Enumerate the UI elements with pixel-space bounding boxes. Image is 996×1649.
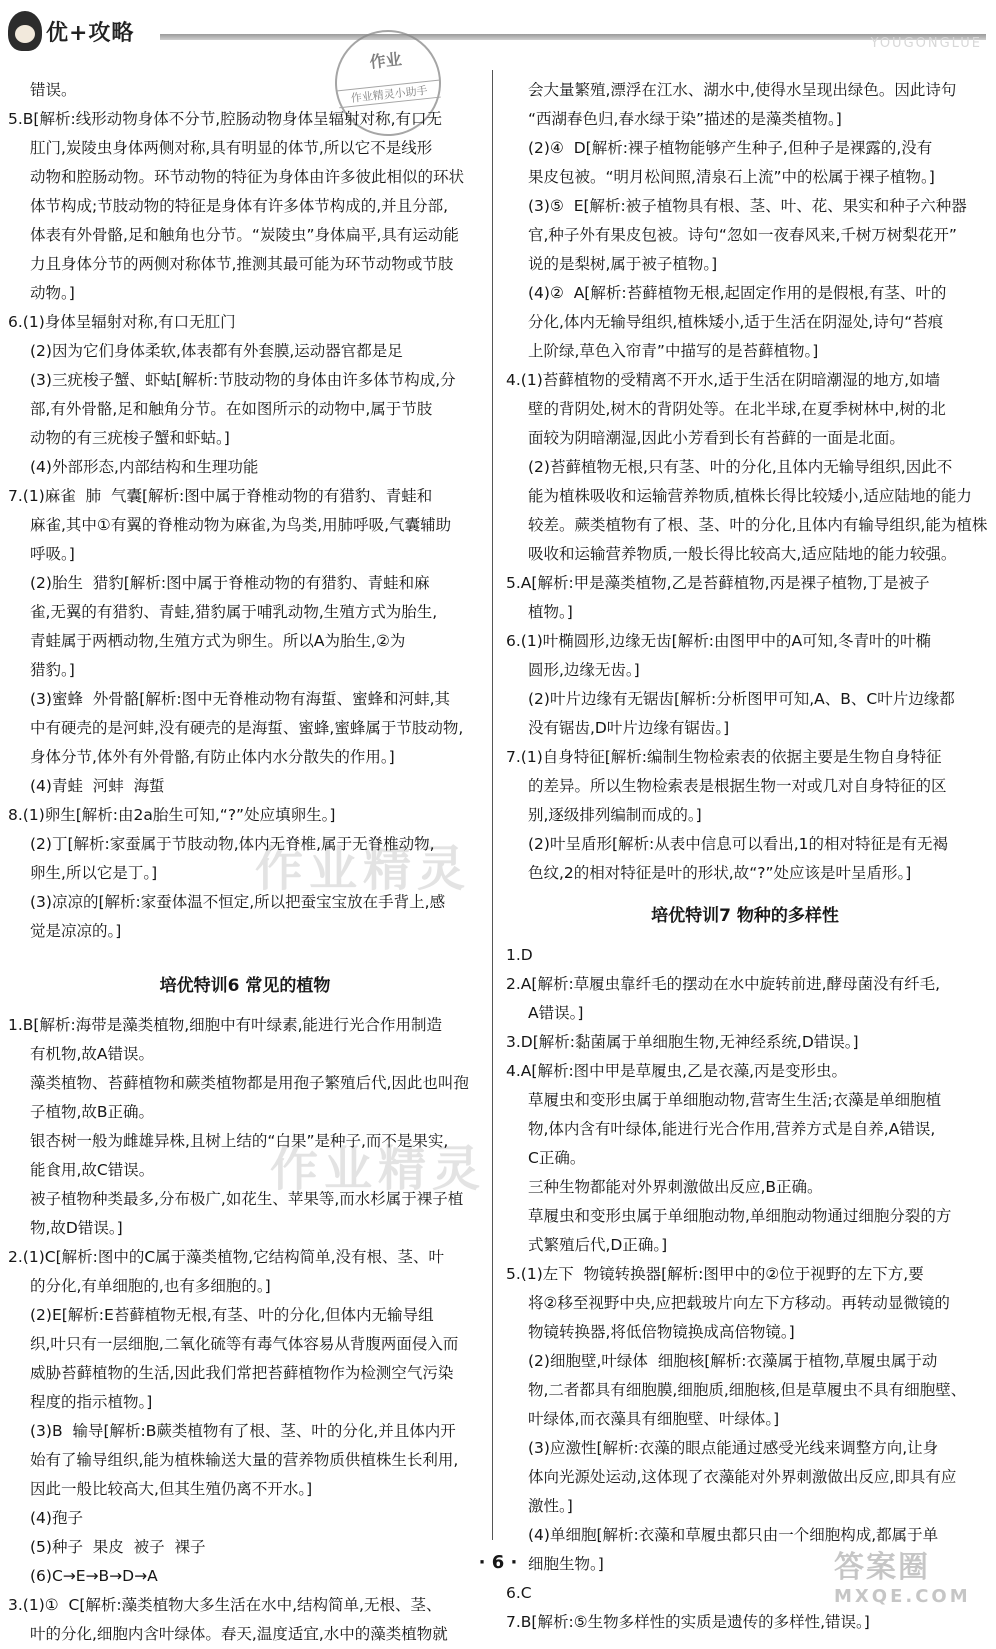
answer-line: (3)蜜蜂 外骨骼[解析:图中无脊椎动物有海蜇、蜜蜂和河蚌,其	[30, 690, 451, 708]
answer-line: 2.(1)C[解析:图中的C属于藻类植物,它结构简单,没有根、茎、叶	[8, 1248, 445, 1266]
answer-line: 三种生物都能对外界刺激做出反应,B正确。	[528, 1178, 823, 1196]
answer-line: (3)B 输导[解析:B蕨类植物有了根、茎、叶的分化,并且体内开	[30, 1422, 456, 1440]
header-rule	[160, 34, 986, 40]
answer-line: 1.B[解析:海带是藻类植物,细胞中有叶绿素,能进行光合作用制造	[8, 1016, 443, 1034]
answer-line: 体向光源处运动,这体现了衣藻能对外界刺激做出反应,即具有应	[528, 1468, 957, 1486]
answer-line: 物,故D错误。]	[30, 1219, 123, 1237]
answer-line: 银杏树一般为雌雄异株,且树上结的“白果”是种子,而不是果实,	[30, 1132, 449, 1150]
answer-line: 8.(1)卵生[解析:由2a胎生可知,“?”处应填卵生。]	[8, 806, 336, 824]
answer-line: 果皮包被。“明月松间照,清泉石上流”中的松属于裸子植物。]	[528, 168, 935, 186]
answer-line: 2.A[解析:草履虫靠纤毛的摆动在水中旋转前进,酵母菌没有纤毛,	[506, 975, 941, 993]
answer-line: (2)④ D[解析:裸子植物能够产生种子,但种子是裸露的,没有	[528, 139, 933, 157]
answer-line: 会大量繁殖,漂浮在江水、湖水中,使得水呈现出绿色。因此诗句	[528, 81, 957, 99]
answer-line: (2)叶片边缘有无锯齿[解析:分析图甲可知,A、B、C叶片边缘都	[528, 690, 955, 708]
answer-line: 7.(1)自身特征[解析:编制生物检索表的依据主要是生物自身特征	[506, 748, 942, 766]
answer-line: 吸收和运输营养物质,一般长得比较高大,适应陆地的能力较强。	[528, 545, 957, 563]
answer-line: 物镜转换器,将低倍物镜换成高倍物镜。]	[528, 1323, 795, 1341]
answer-line: (4)② A[解析:苔藓植物无根,起固定作用的是假根,有茎、叶的	[528, 284, 947, 302]
answer-line: 6.(1)身体呈辐射对称,有口无肛门	[8, 313, 236, 331]
corner-watermark-top: 答案圈	[834, 1550, 930, 1585]
answer-line: C正确。	[528, 1149, 586, 1167]
answer-line: (4)青蛙 河蚌 海蜇	[30, 777, 165, 795]
answer-line: (2)胎生 猎豹[解析:图中属于脊椎动物的有猎豹、青蛙和麻	[30, 574, 430, 592]
answer-line: 细胞生物。]	[528, 1555, 604, 1573]
mascot-icon	[8, 11, 42, 51]
answer-line: (2)苔藓植物无根,只有茎、叶的分化,且体内无输导组织,因此不	[528, 458, 953, 476]
answer-line: (3)应激性[解析:衣藻的眼点能通过感受光线来调整方向,让身	[528, 1439, 939, 1457]
answer-line: 力且身体分节的两侧对称体节,推测其最可能为环节动物或节肢	[30, 255, 454, 273]
stamp-bottom-text: 作业精灵小助手	[337, 80, 440, 109]
answer-line: (2)叶呈盾形[解析:从表中信息可以看出,1的相对特征是有无褐	[528, 835, 949, 853]
watermark-text: 作业精灵	[270, 1141, 487, 1197]
answer-line: 7.(1)麻雀 肺 气囊[解析:图中属于脊椎动物的有猎豹、青蛙和	[8, 487, 433, 505]
answer-line: 能食用,故C错误。	[30, 1161, 155, 1179]
answer-line: (2)因为它们身体柔软,体表都有外套膜,运动器官都是足	[30, 342, 403, 360]
answer-line: 程度的指示植物。]	[30, 1393, 153, 1411]
brand-logo	[8, 6, 134, 56]
answer-line: 因此一般比较高大,但其生殖仍离不开水。]	[30, 1480, 313, 1498]
answer-line: 上阶绿,草色入帘青”中描写的是苔藓植物。]	[528, 342, 819, 360]
answer-line: 草履虫和变形虫属于单细胞动物,营寄生生活;衣藻是单细胞植	[528, 1091, 942, 1109]
answer-line: 雀,无翼的有猎豹、青蛙,猎豹属于哺乳动物,生殖方式为胎生,	[30, 603, 438, 621]
page-number: · 6 ·	[478, 1552, 518, 1573]
answer-line: 的差异。所以生物检索表是根据生物一对或几对自身特征的区	[528, 777, 947, 795]
left-answers-part1	[8, 76, 482, 946]
answer-line: 草履虫和变形虫属于单细胞动物,单细胞动物通过细胞分裂的方	[528, 1207, 952, 1225]
answer-line: 的分化,有单细胞的,也有多细胞的。]	[30, 1277, 271, 1295]
answer-line: 动物和腔肠动物。环节动物的特征为身体由许多彼此相似的环状	[30, 168, 465, 186]
right-answers-part1	[506, 76, 988, 888]
answer-line: 叶的分化,细胞内含叶绿体。春天,温度适宜,水中的藻类植物就	[30, 1625, 448, 1643]
answer-line: 6.(1)叶椭圆形,边缘无齿[解析:由图甲中的A可知,冬青叶的叶椭	[506, 632, 931, 650]
answer-line: (6)C→E→B→D→A	[30, 1567, 158, 1585]
page-header	[0, 0, 996, 60]
answer-line: (3)三疣梭子蟹、虾蛄[解析:节肢动物的身体由许多体节构成,分	[30, 371, 456, 389]
answer-line: (5)种子 果皮 被子 裸子	[30, 1538, 206, 1556]
answer-line: 呼吸。]	[30, 545, 75, 563]
answer-line: 色纹,2的相对特征是叶的形状,故“?”处应该是叶呈盾形。]	[528, 864, 912, 882]
answer-line: 青蛙属于两栖动物,生殖方式为卵生。所以A为胎生,②为	[30, 632, 406, 650]
answer-line: 较差。蕨类植物有了根、茎、叶的分化,且体内有输导组织,能为植株	[528, 516, 988, 534]
answer-line: (3)凉凉的[解析:家蚕体温不恒定,所以把蚕宝宝放在手背上,感	[30, 893, 446, 911]
answer-line: 被子植物种类最多,分布极广,如花生、苹果等,而水杉属于裸子植	[30, 1190, 464, 1208]
answer-line: 织,叶只有一层细胞,二氧化硫等有毒气体容易从背腹两面侵入而	[30, 1335, 459, 1353]
answer-line: 始有了输导组织,能为植株输送大量的营养物质供植株生长利用,	[30, 1451, 459, 1469]
watermark-text: 作业精灵	[255, 841, 472, 897]
answer-line: “西湖春色归,春水绿于染”描述的是藻类植物。]	[528, 110, 842, 128]
stamp-top-text: 作业	[368, 49, 403, 72]
answer-line: 说的是梨树,属于被子植物。]	[528, 255, 718, 273]
answer-line: 分化,体内无输导组织,植株矮小,适于生活在阴湿处,诗句“苔痕	[528, 313, 944, 331]
answer-line: (4)孢子	[30, 1509, 83, 1527]
answer-line: 4.(1)苔藓植物的受精离不开水,适于生活在阴暗潮湿的地方,如墙	[506, 371, 941, 389]
answer-line: 植物。]	[528, 603, 573, 621]
answer-line: 体表有外骨骼,足和触角也分节。“炭陵虫”身体扁平,具有运动能	[30, 226, 459, 244]
corner-watermark	[834, 1542, 984, 1607]
answer-line: 6.C	[506, 1584, 532, 1602]
answer-line: 有机物,故A错误。	[30, 1045, 155, 1063]
answer-line: 动物的有三疣梭子蟹和虾蛄。]	[30, 429, 230, 447]
answer-line: 4.A[解析:图中甲是草履虫,乙是衣藻,丙是变形虫。	[506, 1062, 848, 1080]
answer-line: 7.B[解析:⑤生物多样性的实质是遗传的多样性,错误。]	[506, 1613, 870, 1631]
answer-line: (4)外部形态,内部结构和生理功能	[30, 458, 259, 476]
right-answers-part2	[506, 941, 984, 1637]
answer-line: (2)E[解析:E苔藓植物无根,有茎、叶的分化,但体内无输导组	[30, 1306, 434, 1324]
answer-line: 3.(1)① C[解析:藻类植物大多生活在水中,结构简单,无根、茎、	[8, 1596, 442, 1614]
answer-line: 没有锯齿,D叶片边缘有锯齿。]	[528, 719, 730, 737]
right-column	[506, 76, 988, 1637]
answer-line: 将②移至视野中央,应把载玻片向左下方移动。再转动显微镜的	[528, 1294, 950, 1312]
section-title-7: 培优特训7 物种的多样性	[651, 906, 839, 926]
answer-line: 5.A[解析:甲是藻类植物,乙是苔藓植物,丙是裸子植物,丁是被子	[506, 574, 930, 592]
corner-watermark-bottom: MXQE.COM	[834, 1586, 971, 1607]
answer-line: 子植物,故B正确。	[30, 1103, 155, 1121]
answer-line: (2)丁[解析:家蚕属于节肢动物,体内无脊椎,属于无脊椎动物,	[30, 835, 435, 853]
answer-line: 壁的背阴处,树木的背阴处等。在北半球,在夏季树林中,树的北	[528, 400, 946, 418]
section-title-6: 培优特训6 常见的植物	[159, 976, 331, 996]
answer-line: (4)单细胞[解析:衣藻和草履虫都只由一个细胞构成,都属于单	[528, 1526, 939, 1544]
answer-line: 藻类植物、苔藓植物和蕨类植物都是用孢子繁殖后代,因此也叫孢	[30, 1074, 469, 1092]
answer-line: 面较为阴暗潮湿,因此小芳看到长有苔藓的一面是北面。	[528, 429, 905, 447]
brand-name: 优+攻略	[46, 19, 135, 46]
answer-line: 别,逐级排列编制而成的。]	[528, 806, 702, 824]
answer-line: 1.D	[506, 946, 533, 964]
answer-line: 能为植株吸收和运输营养物质,植株长得比较矮小,适应陆地的能力	[528, 487, 972, 505]
answer-line: 体节构成;节肢动物的特征是身体有许多体节构成的,并且分部,	[30, 197, 449, 215]
answer-line: (3)⑤ E[解析:被子植物具有根、茎、叶、花、果实和种子六种器	[528, 197, 967, 215]
answer-line: 中有硬壳的是河蚌,没有硬壳的是海蜇、蜜蜂,蜜蜂属于节肢动物,	[30, 719, 464, 737]
answer-line: 动物。]	[30, 284, 75, 302]
answer-line: 觉是凉凉的。]	[30, 922, 122, 940]
answer-line: 激性。]	[528, 1497, 573, 1515]
answer-line: 身体分节,体外有外骨骼,有防止体内水分散失的作用。]	[30, 748, 395, 766]
answer-line: 错误。	[30, 81, 77, 99]
answer-line: 式繁殖后代,D正确。]	[528, 1236, 668, 1254]
answer-line: 卵生,所以它是丁。]	[30, 864, 158, 882]
column-divider	[492, 70, 493, 1540]
answer-line: 3.D[解析:黏菌属于单细胞生物,无神经系统,D错误。]	[506, 1033, 859, 1051]
answer-line: 物,体内含有叶绿体,能进行光合作用,营养方式是自养,A错误,	[528, 1120, 936, 1138]
answer-line: (2)细胞壁,叶绿体 细胞核[解析:衣藻属于植物,草履虫属于动	[528, 1352, 938, 1370]
answer-line: 5.(1)左下 物镜转换器[解析:图甲中的②位于视野的左下方,要	[506, 1265, 924, 1283]
answer-line: 圆形,边缘无齿。]	[528, 661, 640, 679]
answer-line: 肛门,炭陵虫身体两侧对称,具有明显的体节,所以它不是线形	[30, 139, 433, 157]
header-series-label: YOUGONGLUE	[870, 36, 982, 51]
answer-line: 5.B[解析:线形动物身体不分节,腔肠动物身体呈辐射对称,有口无	[8, 110, 443, 128]
answer-line: 部,有外骨骼,足和触角分节。在如图所示的动物中,属于节肢	[30, 400, 433, 418]
left-column	[8, 76, 482, 1649]
answer-line: 物,二者都具有细胞膜,细胞质,细胞核,但是草履虫不具有细胞壁、	[528, 1381, 967, 1399]
answer-line: 官,种子外有果皮包被。诗句“忽如一夜春风来,千树万树梨花开”	[528, 226, 957, 244]
answer-line: 猎豹。]	[30, 661, 75, 679]
answer-line: 麻雀,其中①有翼的脊椎动物为麻雀,为鸟类,用肺呼吸,气囊辅助	[30, 516, 452, 534]
answer-line: A错误。]	[528, 1004, 584, 1022]
answer-line: 叶绿体,而衣藻具有细胞壁、叶绿体。]	[528, 1410, 780, 1428]
answer-line: 威胁苔藓植物的生活,因此我们常把苔藓植物作为检测空气污染	[30, 1364, 454, 1382]
